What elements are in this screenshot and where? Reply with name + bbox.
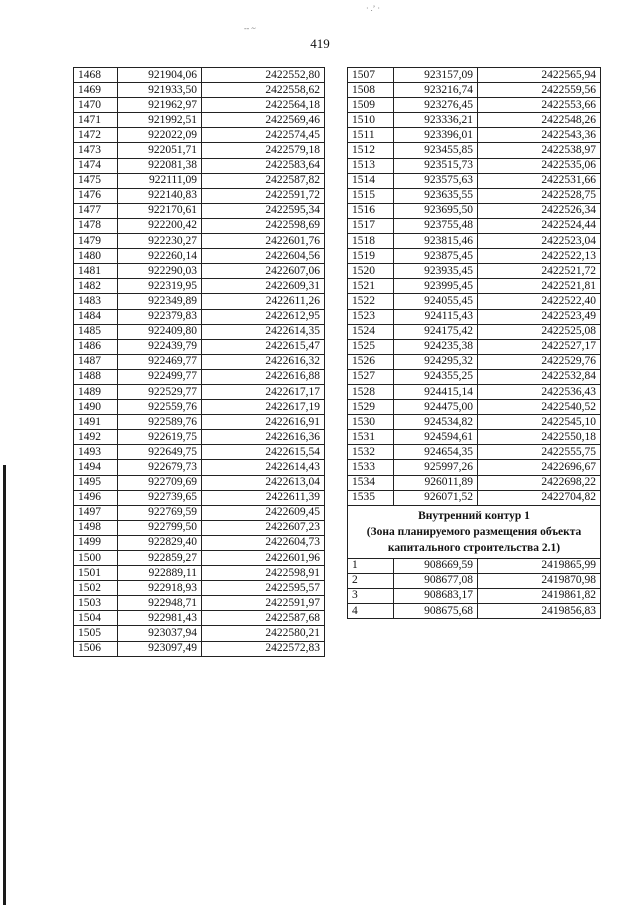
y-coordinate-cell: 2422521,72 [478,264,601,279]
table-row [348,158,601,173]
y-coordinate-cell: 2422612,95 [202,309,325,324]
y-coordinate-cell: 2422564,18 [202,98,325,113]
table-row [348,128,601,143]
x-coordinate-cell: 922948,71 [118,596,202,611]
y-coordinate-cell: 2419870,98 [478,573,601,588]
table-row [348,279,601,294]
point-number-cell: 1518 [348,234,394,249]
y-coordinate-cell: 2422607,23 [202,520,325,535]
x-coordinate-cell: 923755,48 [394,218,478,233]
table-row [348,604,601,619]
table-row [348,415,601,430]
point-number-cell: 1469 [74,83,118,98]
x-coordinate-cell: 922111,09 [118,173,202,188]
point-number-cell: 2 [348,573,394,588]
y-coordinate-cell: 2422540,52 [478,400,601,415]
table-row [348,430,601,445]
x-coordinate-cell: 923695,50 [394,203,478,218]
table-row [348,294,601,309]
table-row [74,430,325,445]
x-coordinate-cell: 924654,35 [394,445,478,460]
x-coordinate-cell: 922918,93 [118,581,202,596]
point-number-cell: 1522 [348,294,394,309]
y-coordinate-cell: 2422698,22 [478,475,601,490]
point-number-cell: 1470 [74,98,118,113]
y-coordinate-cell: 2422569,46 [202,113,325,128]
y-coordinate-cell: 2422587,68 [202,611,325,626]
point-number-cell: 1523 [348,309,394,324]
point-number-cell: 1510 [348,113,394,128]
x-coordinate-cell: 922769,59 [118,505,202,520]
y-coordinate-cell: 2422538,97 [478,143,601,158]
y-coordinate-cell: 2422536,43 [478,384,601,399]
point-number-cell: 1514 [348,173,394,188]
y-coordinate-cell: 2419865,99 [478,558,601,573]
point-number-cell: 1487 [74,354,118,369]
page-number: 419 [310,36,330,51]
x-coordinate-cell: 924295,32 [394,354,478,369]
y-coordinate-cell: 2422604,73 [202,535,325,550]
table-row [74,445,325,460]
table-row [74,203,325,218]
y-coordinate-cell: 2422524,44 [478,218,601,233]
table-row [74,566,325,581]
table-row [348,68,601,83]
table-row [348,588,601,603]
x-coordinate-cell: 921962,97 [118,98,202,113]
point-number-cell: 1525 [348,339,394,354]
table-row [74,113,325,128]
scan-edge-bar [3,465,6,905]
point-number-cell: 1494 [74,460,118,475]
y-coordinate-cell: 2422525,08 [478,324,601,339]
table-row [74,415,325,430]
y-coordinate-cell: 2422591,72 [202,188,325,203]
scan-speck: · .ʼ · [366,4,380,13]
table-row [348,264,601,279]
x-coordinate-cell: 922051,71 [118,143,202,158]
x-coordinate-cell: 922649,75 [118,445,202,460]
y-coordinate-cell: 2422522,13 [478,249,601,264]
point-number-cell: 1481 [74,264,118,279]
y-coordinate-cell: 2422595,57 [202,581,325,596]
table-row [74,68,325,83]
scan-speck: -- ~ [244,24,256,33]
x-coordinate-cell: 908677,08 [394,573,478,588]
y-coordinate-cell: 2422615,47 [202,339,325,354]
y-coordinate-cell: 2422529,76 [478,354,601,369]
table-row [348,490,601,505]
point-number-cell: 1475 [74,173,118,188]
y-coordinate-cell: 2422609,31 [202,279,325,294]
section-subtitle: (Зона планируемого размещения объекта капитального строительства 2.1) [366,525,582,554]
table-row [74,188,325,203]
point-number-cell: 1486 [74,339,118,354]
table-row [74,128,325,143]
x-coordinate-cell: 925997,26 [394,460,478,475]
table-row [74,264,325,279]
point-number-cell: 1505 [74,626,118,641]
point-number-cell: 1483 [74,294,118,309]
table-row [74,460,325,475]
point-number-cell: 1496 [74,490,118,505]
point-number-cell: 1535 [348,490,394,505]
point-number-cell: 1490 [74,400,118,415]
x-coordinate-cell: 922499,77 [118,369,202,384]
point-number-cell: 1509 [348,98,394,113]
point-number-cell: 1503 [74,596,118,611]
point-number-cell: 1528 [348,384,394,399]
y-coordinate-cell: 2422598,91 [202,566,325,581]
table-row [348,324,601,339]
x-coordinate-cell: 923875,45 [394,249,478,264]
point-number-cell: 1493 [74,445,118,460]
point-number-cell: 1 [348,558,394,573]
point-number-cell: 1498 [74,520,118,535]
y-coordinate-cell: 2422523,04 [478,234,601,249]
y-coordinate-cell: 2422522,40 [478,294,601,309]
y-coordinate-cell: 2422601,96 [202,551,325,566]
point-number-cell: 4 [348,604,394,619]
table-row [348,573,601,588]
y-coordinate-cell: 2422615,54 [202,445,325,460]
table-row [74,339,325,354]
y-coordinate-cell: 2422614,43 [202,460,325,475]
point-number-cell: 1507 [348,68,394,83]
x-coordinate-cell: 923396,01 [394,128,478,143]
point-number-cell: 1476 [74,188,118,203]
table-row [74,354,325,369]
y-coordinate-cell: 2422616,36 [202,430,325,445]
x-coordinate-cell: 923037,94 [118,626,202,641]
y-coordinate-cell: 2422704,82 [478,490,601,505]
x-coordinate-cell: 922319,95 [118,279,202,294]
point-number-cell: 1477 [74,203,118,218]
table-row [74,143,325,158]
x-coordinate-cell: 922589,76 [118,415,202,430]
x-coordinate-cell: 923995,45 [394,279,478,294]
table-row [74,369,325,384]
table-row [74,535,325,550]
table-row [74,581,325,596]
table-row [348,309,601,324]
y-coordinate-cell: 2422574,45 [202,128,325,143]
x-coordinate-cell: 923635,55 [394,188,478,203]
x-coordinate-cell: 924594,61 [394,430,478,445]
table-row [74,83,325,98]
y-coordinate-cell: 2422616,32 [202,354,325,369]
table-row [74,490,325,505]
table-row [348,83,601,98]
y-coordinate-cell: 2422607,06 [202,264,325,279]
y-coordinate-cell: 2422528,75 [478,188,601,203]
point-number-cell: 1479 [74,234,118,249]
table-row [348,445,601,460]
table-row [74,611,325,626]
y-coordinate-cell: 2422583,64 [202,158,325,173]
x-coordinate-cell: 922081,38 [118,158,202,173]
y-coordinate-cell: 2422550,18 [478,430,601,445]
point-number-cell: 1471 [74,113,118,128]
x-coordinate-cell: 922799,50 [118,520,202,535]
point-number-cell: 1484 [74,309,118,324]
y-coordinate-cell: 2422579,18 [202,143,325,158]
x-coordinate-cell: 922290,03 [118,264,202,279]
point-number-cell: 1468 [74,68,118,83]
point-number-cell: 1529 [348,400,394,415]
table-row [74,234,325,249]
table-row [348,218,601,233]
point-number-cell: 1530 [348,415,394,430]
point-number-cell: 1495 [74,475,118,490]
table-row [348,384,601,399]
y-coordinate-cell: 2422521,81 [478,279,601,294]
x-coordinate-cell: 908669,59 [394,558,478,573]
x-coordinate-cell: 924415,14 [394,384,478,399]
x-coordinate-cell: 923455,85 [394,143,478,158]
y-coordinate-cell: 2422613,04 [202,475,325,490]
y-coordinate-cell: 2422696,67 [478,460,601,475]
x-coordinate-cell: 922981,43 [118,611,202,626]
point-number-cell: 3 [348,588,394,603]
table-row [74,158,325,173]
point-number-cell: 1474 [74,158,118,173]
point-number-cell: 1500 [74,551,118,566]
point-number-cell: 1515 [348,188,394,203]
x-coordinate-cell: 924475,00 [394,400,478,415]
x-coordinate-cell: 922140,83 [118,188,202,203]
table-row [74,98,325,113]
table-row [74,475,325,490]
table-row [74,626,325,641]
y-coordinate-cell: 2422598,69 [202,218,325,233]
x-coordinate-cell: 922679,73 [118,460,202,475]
table-row [74,173,325,188]
table-row [348,369,601,384]
y-coordinate-cell: 2422553,66 [478,98,601,113]
y-coordinate-cell: 2422591,97 [202,596,325,611]
table-row [74,294,325,309]
x-coordinate-cell: 924115,43 [394,309,478,324]
y-coordinate-cell: 2422523,49 [478,309,601,324]
y-coordinate-cell: 2422617,19 [202,400,325,415]
table-row [348,558,601,573]
point-number-cell: 1472 [74,128,118,143]
table-row [74,596,325,611]
x-coordinate-cell: 924055,45 [394,294,478,309]
x-coordinate-cell: 922170,61 [118,203,202,218]
table-row [348,339,601,354]
section-caption-row [348,505,601,558]
x-coordinate-cell: 922889,11 [118,566,202,581]
table-row [348,354,601,369]
table-row [74,641,325,656]
x-coordinate-cell: 921904,06 [118,68,202,83]
x-coordinate-cell: 922349,89 [118,294,202,309]
point-number-cell: 1488 [74,369,118,384]
point-number-cell: 1501 [74,566,118,581]
x-coordinate-cell: 924235,38 [394,339,478,354]
x-coordinate-cell: 922200,42 [118,218,202,233]
table-row [348,173,601,188]
x-coordinate-cell: 923575,63 [394,173,478,188]
point-number-cell: 1521 [348,279,394,294]
point-number-cell: 1516 [348,203,394,218]
x-coordinate-cell: 922829,40 [118,535,202,550]
x-coordinate-cell: 926071,52 [394,490,478,505]
y-coordinate-cell: 2422572,83 [202,641,325,656]
point-number-cell: 1485 [74,324,118,339]
point-number-cell: 1482 [74,279,118,294]
section-caption [348,505,601,558]
y-coordinate-cell: 2422548,26 [478,113,601,128]
x-coordinate-cell: 922859,27 [118,551,202,566]
coordinates-table-right [347,67,601,619]
x-coordinate-cell: 921933,50 [118,83,202,98]
x-coordinate-cell: 923097,49 [118,641,202,656]
y-coordinate-cell: 2422526,34 [478,203,601,218]
x-coordinate-cell: 922619,75 [118,430,202,445]
x-coordinate-cell: 924534,82 [394,415,478,430]
y-coordinate-cell: 2419856,83 [478,604,601,619]
x-coordinate-cell: 922409,80 [118,324,202,339]
section-title: Внутренний контур 1 [418,509,530,522]
y-coordinate-cell: 2422555,75 [478,445,601,460]
x-coordinate-cell: 922559,76 [118,400,202,415]
x-coordinate-cell: 922230,27 [118,234,202,249]
point-number-cell: 1534 [348,475,394,490]
x-coordinate-cell: 923815,46 [394,234,478,249]
x-coordinate-cell: 923336,21 [394,113,478,128]
y-coordinate-cell: 2422604,56 [202,249,325,264]
y-coordinate-cell: 2422565,94 [478,68,601,83]
table-row [74,384,325,399]
table-row [74,551,325,566]
y-coordinate-cell: 2422614,35 [202,324,325,339]
point-number-cell: 1508 [348,83,394,98]
point-number-cell: 1520 [348,264,394,279]
table-row [348,98,601,113]
y-coordinate-cell: 2422545,10 [478,415,601,430]
y-coordinate-cell: 2422527,17 [478,339,601,354]
point-number-cell: 1511 [348,128,394,143]
x-coordinate-cell: 924355,25 [394,369,478,384]
y-coordinate-cell: 2422580,21 [202,626,325,641]
y-coordinate-cell: 2422616,88 [202,369,325,384]
table-row [74,279,325,294]
y-coordinate-cell: 2422601,76 [202,234,325,249]
x-coordinate-cell: 923935,45 [394,264,478,279]
point-number-cell: 1517 [348,218,394,233]
table-row [348,203,601,218]
y-coordinate-cell: 2422532,84 [478,369,601,384]
y-coordinate-cell: 2419861,82 [478,588,601,603]
x-coordinate-cell: 924175,42 [394,324,478,339]
x-coordinate-cell: 908675,68 [394,604,478,619]
table-row [74,249,325,264]
table-row [348,400,601,415]
point-number-cell: 1497 [74,505,118,520]
y-coordinate-cell: 2422552,80 [202,68,325,83]
x-coordinate-cell: 908683,17 [394,588,478,603]
y-coordinate-cell: 2422611,26 [202,294,325,309]
point-number-cell: 1512 [348,143,394,158]
x-coordinate-cell: 922260,14 [118,249,202,264]
point-number-cell: 1473 [74,143,118,158]
x-coordinate-cell: 922022,09 [118,128,202,143]
point-number-cell: 1478 [74,218,118,233]
point-number-cell: 1491 [74,415,118,430]
x-coordinate-cell: 922439,79 [118,339,202,354]
table-row [74,309,325,324]
point-number-cell: 1531 [348,430,394,445]
table-row [74,505,325,520]
x-coordinate-cell: 921992,51 [118,113,202,128]
y-coordinate-cell: 2422595,34 [202,203,325,218]
table-row [348,234,601,249]
point-number-cell: 1504 [74,611,118,626]
table-row [348,249,601,264]
x-coordinate-cell: 926011,89 [394,475,478,490]
point-number-cell: 1489 [74,384,118,399]
point-number-cell: 1526 [348,354,394,369]
point-number-cell: 1506 [74,641,118,656]
x-coordinate-cell: 923157,09 [394,68,478,83]
point-number-cell: 1519 [348,249,394,264]
x-coordinate-cell: 923276,45 [394,98,478,113]
table-row [348,143,601,158]
table-row [348,113,601,128]
table-row [74,400,325,415]
point-number-cell: 1533 [348,460,394,475]
y-coordinate-cell: 2422609,45 [202,505,325,520]
table-row [348,460,601,475]
point-number-cell: 1524 [348,324,394,339]
x-coordinate-cell: 922529,77 [118,384,202,399]
x-coordinate-cell: 922739,65 [118,490,202,505]
y-coordinate-cell: 2422531,66 [478,173,601,188]
coordinates-table-left [73,67,325,657]
table-row [74,324,325,339]
y-coordinate-cell: 2422559,56 [478,83,601,98]
y-coordinate-cell: 2422611,39 [202,490,325,505]
y-coordinate-cell: 2422558,62 [202,83,325,98]
point-number-cell: 1532 [348,445,394,460]
point-number-cell: 1513 [348,158,394,173]
point-number-cell: 1499 [74,535,118,550]
table-row [74,218,325,233]
table-row [348,188,601,203]
table-row [348,475,601,490]
point-number-cell: 1492 [74,430,118,445]
x-coordinate-cell: 923515,73 [394,158,478,173]
x-coordinate-cell: 922379,83 [118,309,202,324]
x-coordinate-cell: 922469,77 [118,354,202,369]
y-coordinate-cell: 2422535,06 [478,158,601,173]
x-coordinate-cell: 922709,69 [118,475,202,490]
table-row [74,520,325,535]
point-number-cell: 1502 [74,581,118,596]
y-coordinate-cell: 2422543,36 [478,128,601,143]
x-coordinate-cell: 923216,74 [394,83,478,98]
y-coordinate-cell: 2422617,17 [202,384,325,399]
y-coordinate-cell: 2422616,91 [202,415,325,430]
y-coordinate-cell: 2422587,82 [202,173,325,188]
point-number-cell: 1480 [74,249,118,264]
point-number-cell: 1527 [348,369,394,384]
